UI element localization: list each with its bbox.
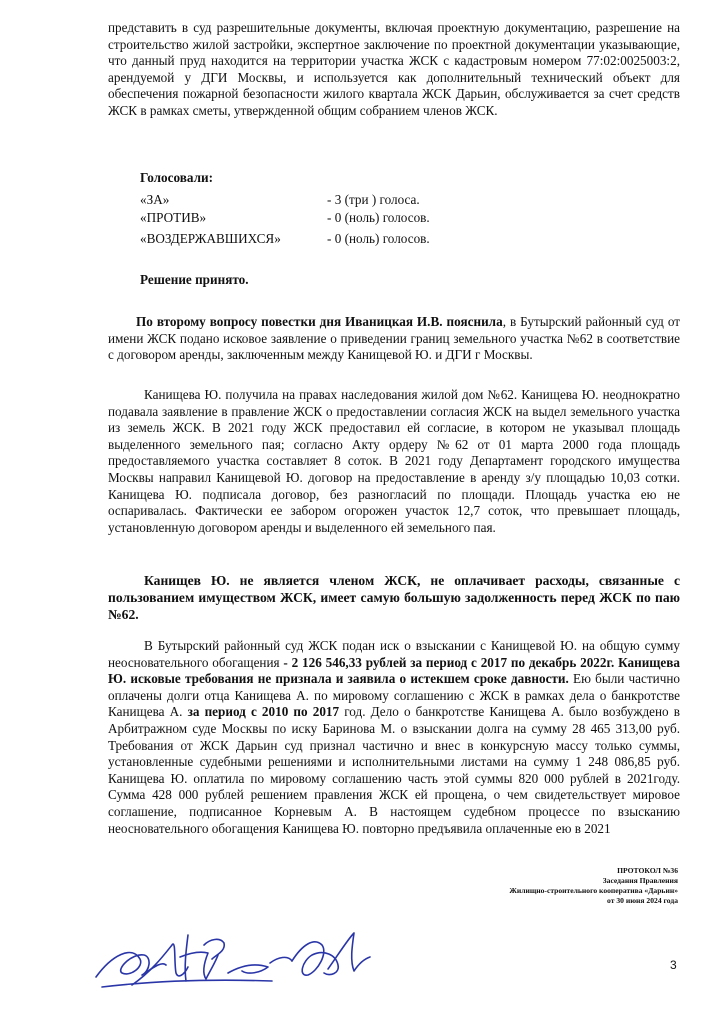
vote-label: «ВОЗДЕРЖАВШИХСЯ» <box>140 231 281 246</box>
vote-label: «ЗА» <box>140 192 170 207</box>
footer-meeting: Заседания Правления <box>602 876 678 885</box>
paragraph-not-member: Канищев Ю. не является членом ЖСК, не оплачивает расходы, связанные с пользованием имуществом ЖСК, имеет самую большую задолженность перед ЖСК по паю №62. <box>108 573 680 622</box>
paragraph-second-question <box>108 314 680 364</box>
vote-value: - 0 (ноль) голосов. <box>327 231 430 246</box>
paragraph-pond-documents: представить в суд разрешительные документы, включая проектную документацию, разрешение на строительство жилой застройки, экспертное заключение по проектной документации указывающие, что данный пруд находится на территории участка ЖСК с кадастровым номером 77:02:0025003:2, арендуемой у ДГИ Москвы, и используется как дополнительный технический объект для обеспечения пожарной безопасности жилого квартала ЖСК Дарьин, обслуживается за счет средств ЖСК в рамках сметы, утвержденной общим собранием членов ЖСК. <box>108 20 680 118</box>
footer-cooperative: Жилищно-строительного кооператива «Дарьин» <box>509 886 678 895</box>
vote-value: - 3 (три ) голоса. <box>327 192 420 207</box>
second-question-lead: По второму вопросу повестки дня Иваницкая И.В. пояснила <box>136 314 503 329</box>
voting-heading: Голосовали: <box>140 170 213 185</box>
paragraph-kanishcheva-land: Канищева Ю. получила на правах наследования жилой дом №62. Канищева Ю. неоднократно подавала заявление в правление ЖСК о предоставлении согласия ЖСК на выдел земельного участка из земель ЖСК. В 2021 году ЖСК предоставил ей согласие, в котором не указывал площадь выделенного земельного пая; согласно Акту ордеру №62 от 01 марта 2000 года площадь предоставляемого участка составляет 8 соток. В 2021 году Департамент городского имущества Москвы направил Канищевой Ю. договор на предоставление в аренду з/у площадью 10,03 сотки. Канищева Ю. подписала договор, без разногласий по площади. Площадь участка ею не оспаривалась. Фактически ее забором огорожен участок 12,7 соток, что превышает площадь, установленную договором аренды и выделенного ей земельного пая. <box>108 387 680 535</box>
lawsuit-text-3: год. Дело о банкротстве Канищева А. было возбуждено в Арбитражном суде Москвы по иску Баринова М. о взыскании долга на сумму 28 465 313,00 руб. Требования от ЖСК Дарьин суд признал частично и внес в конкурсную массу только суммы, установленные судебными решениями и исполнительными листами на сумму 1 248 086,85 руб. Канищева Ю. оплатила по мировому соглашению часть этой суммы 820 000 рублей в 2021году. Сумма 428 000 рублей решением правления ЖСК ей прощена, о чем свидетельствует мировое соглашение, подписанное Корневым А. В настоящем судебном процессе по взысканию неосновательного обогащения Канищева Ю. повторно предъявила оплаченные ею в 2021 <box>108 704 680 836</box>
lawsuit-text-1: В Бутырский районный суд ЖСК подан иск о взыскании с Канищевой Ю. на общую сумму неосновательного обогащения <box>108 638 680 670</box>
lawsuit-text-2: Ею были частично оплачены долги отца Канищева А. по мировому соглашению с ЖСК в рамках дела о банкротстве Канищева А. <box>108 671 680 720</box>
paragraph-lawsuit <box>108 638 680 837</box>
vote-value: - 0 (ноль) голосов. <box>327 210 430 225</box>
second-question-text: , в Бутырский районный суд от имени ЖСК подано исковое заявление о приведении границ земельного участка №62 в соответствие с договором аренды, заключенным между Канищевой Ю. и ДГИ г Москвы. <box>108 314 681 363</box>
lawsuit-bold-2: за период с 2010 по 2017 <box>187 704 340 720</box>
footer-date: от 30 июня 2024 года <box>607 896 678 905</box>
footer-protocol-number: ПРОТОКОЛ №36 <box>617 866 678 875</box>
page-number: 3 <box>670 958 677 972</box>
decision-text: Решение принято. <box>140 272 249 287</box>
handwritten-signature-icon <box>92 915 382 995</box>
protocol-footer <box>509 866 678 906</box>
vote-label: «ПРОТИВ» <box>140 210 207 225</box>
lawsuit-bold-1: - 2 126 546,33 рублей за период с 2017 по декабрь 2022г. Канищева Ю. исковые требования не признала и заявила о истекшем сроке давности. <box>108 654 680 687</box>
